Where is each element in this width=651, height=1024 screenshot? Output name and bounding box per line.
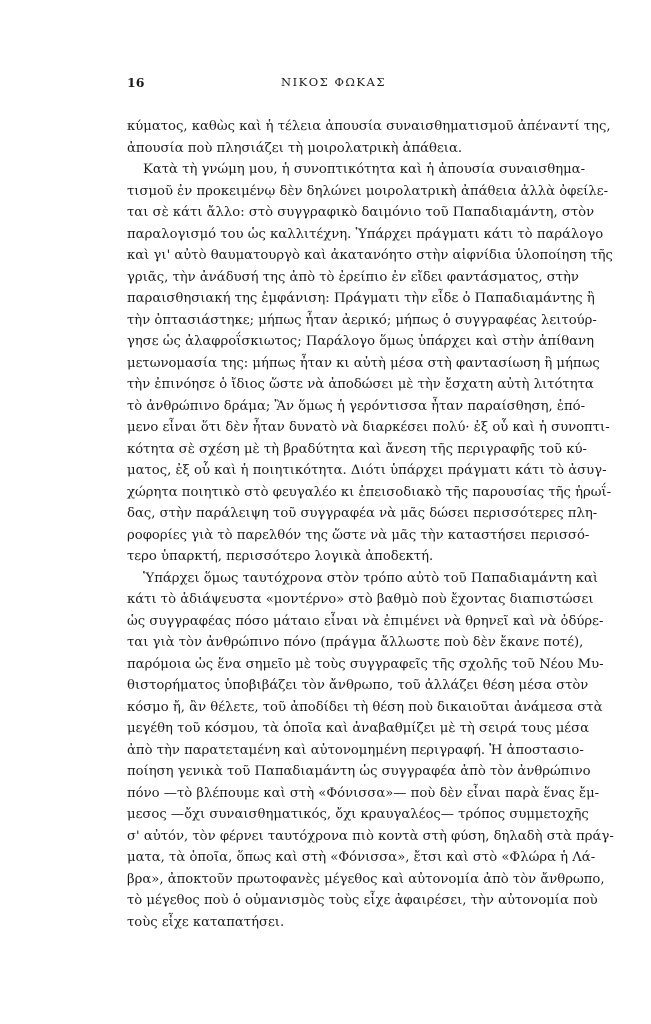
- text-line: Κατὰ τὴ γνώμη μου, ἡ συνοπτικότητα καὶ ἡ ἀπουσία συναισθημα-: [143, 162, 586, 177]
- text-line: τὴν ἐπινόησε ὁ ἴδιος ὥστε νὰ ἀποδώσει μὲ τὴν ἔσχατη αὐτὴ λιτότητα: [127, 377, 594, 392]
- text-line: βρα», ἀποκτοῦν πρωτοφανὲς μέγεθος καὶ αὐτονομία ἀπὸ τὸν ἄνθρωπο,: [127, 871, 605, 887]
- text-line: κότητα σὲ σχέση μὲ τὴ βραδύτητα καὶ ἄνεση τῆς περιγραφῆς τοῦ κύ-: [127, 441, 587, 457]
- text-line: τὴν ὀπτασιάστηκε; μήπως ἦταν ἀερικό; μήπως ὁ συγγραφέας λειτούρ-: [127, 312, 597, 328]
- text-line: ὡς συγγραφέας πόσο μάταιο εἶναι νὰ ἐπιμένει νὰ θρηνεῖ καὶ νὰ ὀδύρε-: [127, 613, 604, 629]
- paragraph: [127, 116, 611, 159]
- text-line: τὸ ἀνθρώπινο δράμα; Ἂν ὅμως ἡ γερόντισσα ἦταν παραίσθηση, ἑπό-: [127, 398, 586, 414]
- paragraph: [127, 568, 614, 934]
- text-line: τὸ μέγεθος ποὺ ὁ οὐμανισμὸς τοὺς εἶχε ἀφαιρέσει, τὴν αὐτονομία ποὺ: [127, 893, 598, 908]
- running-head: ΝΙΚΟΣ ΦΩΚΑΣ: [281, 75, 386, 89]
- text-line: γησε ὡς ἀλαφροΐσκιωτος; Παράλογο ὅμως ὑπάρχει καὶ στὴν ἀπίθανη: [127, 334, 594, 349]
- paragraph: [127, 159, 613, 568]
- text-line: Ὑπάρχει ὅμως ταυτόχρονα στὸν τρόπο αὐτὸ τοῦ Παπαδιαμάντη καὶ: [143, 570, 599, 586]
- text-line: τερο ὑπαρκτή, περισσότερο λογικὰ ἀποδεκτή.: [127, 549, 434, 564]
- text-line: γριᾶς, τὴν ἀνάδυσή της ἀπὸ τὸ ἐρείπιο ἐν εἴδει φαντάσματος, στὴν: [127, 269, 579, 285]
- text-line: κάτι τὸ ἀδιάψευστα «μοντέρνο» στὸ βαθμὸ ποὺ ἔχοντας διαπιστώσει: [127, 592, 594, 607]
- text-line: χώρητα ποιητικὸ στὸ φευγαλέο κι ἐπεισοδιακὸ τῆς παρουσίας τῆς ἡρωΐ-: [127, 484, 612, 500]
- text-line: ἀπουσία ποὺ πλησιάζει τὴ μοιρολατρικὴ ἀπάθεια.: [127, 140, 463, 156]
- text-line: ται σὲ κάτι ἄλλο: στὸ συγγραφικὸ δαιμόνιο τοῦ Παπαδιαμάντη, στὸν: [127, 205, 595, 220]
- text-line: μεγέθη τοῦ κόσμου, τὰ ὁποῖα καὶ ἀναβαθμίζει μὲ τὴ σειρά τους μέσα: [127, 721, 590, 736]
- text-line: παραισθησιακή της ἐμφάνιση: Πράγματι τὴν εἶδε ὁ Παπαδιαμάντης ἢ: [127, 291, 595, 306]
- text-line: ποίηση γενικὰ τοῦ Παπαδιαμάντη ὡς συγγραφέα ἀπὸ τὸν ἀνθρώπινο: [127, 764, 591, 779]
- text-line: παραλογισμό του ὡς καλλιτέχνη. Ὑπάρχει πράγματι κάτι τὸ παράλογο: [127, 226, 604, 242]
- page-header: [127, 75, 540, 95]
- text-line: ματα, τὰ ὁποῖα, ὅπως καὶ στὴ «Φόνισσα», ἔτσι καὶ στὸ «Φλώρα ἡ Λά-: [127, 850, 596, 865]
- text-line: ροφορίες γιὰ τὸ παρελθόν της ὥστε νὰ μᾶς τὴν καταστήσει περισσό-: [127, 527, 590, 543]
- text-line: τοὺς εἶχε καταπατήσει.: [127, 914, 285, 930]
- text-line: πόνο —τὸ βλέπουμε καὶ στὴ «Φόνισσα»— ποὺ δὲν εἶναι παρὰ ἕνας ἔμ-: [127, 785, 600, 801]
- text-line: δας, στὴν παράλειψη τοῦ συγγραφέα νὰ μᾶς δώσει περισσότερες πλη-: [127, 506, 598, 521]
- text-line: ματος, ἐξ οὗ καὶ ἡ ποιητικότητα. Διότι ὑπάρχει πράγματι κάτι τὸ ἀσυγ-: [127, 463, 607, 478]
- text-line: μετωνομασία της: μήπως ἦταν κι αὐτὴ μέσα στὴ φαντασίωση ἢ μήπως: [127, 355, 600, 371]
- text-line: κόσμο ἤ, ἂν θέλετε, τοῦ ἀποδίδει τὴ θέση ποὺ δικαιοῦται ἀνάμεσα στὰ: [127, 699, 603, 715]
- text-line: σ' αὐτόν, τὸν φέρνει ταυτόχρονα πιὸ κοντὰ στὴ φύση, δηλαδὴ στὰ πράγ-: [127, 828, 614, 844]
- text-line: μεσος —ὄχι συναισθηματικός, ὄχι κραυγαλέος— τρόπος συμμετοχῆς: [127, 807, 589, 822]
- text-line: μενο εἶναι ὅτι δὲν ἦταν δυνατὸ νὰ διαρκέσει πολύ· ἐξ οὗ καὶ ἡ συνοπτι-: [127, 420, 610, 435]
- text-line: καὶ γι' αὐτὸ θαυματουργὸ καὶ ἀκατανόητο στὴν αἰφνίδια ὑλοποίηση τῆς: [127, 248, 613, 263]
- text-line: θιστορήματος ὑποβιβάζει τὸν ἄνθρωπο, τοῦ ἀλλάζει θέση μέσα στὸν: [127, 678, 589, 693]
- text-line: παρόμοια ὡς ἕνα σημεῖο μὲ τοὺς συγγραφεῖς τῆς σχολῆς τοῦ Νέου Μυ-: [127, 656, 604, 672]
- page-number: 16: [127, 75, 145, 90]
- text-line: ται γιὰ τὸν ἀνθρώπινο πόνο (πράγμα ἄλλωστε ποὺ δὲν ἔκανε ποτέ),: [127, 635, 584, 650]
- body-text: [127, 116, 614, 933]
- text-line: ἀπὸ τὴν παρατεταμένη καὶ αὐτονομημένη περιγραφή. Ἡ ἀποστασιο-: [127, 742, 584, 758]
- text-line: κύματος, καθὼς καὶ ἡ τέλεια ἀπουσία συναισθηματισμοῦ ἀπέναντί της,: [127, 119, 611, 134]
- text-line: τισμοῦ ἐν προκειμένῳ δὲν δηλώνει μοιρολατρικὴ ἀπάθεια ἀλλὰ ὀφείλε-: [127, 183, 609, 199]
